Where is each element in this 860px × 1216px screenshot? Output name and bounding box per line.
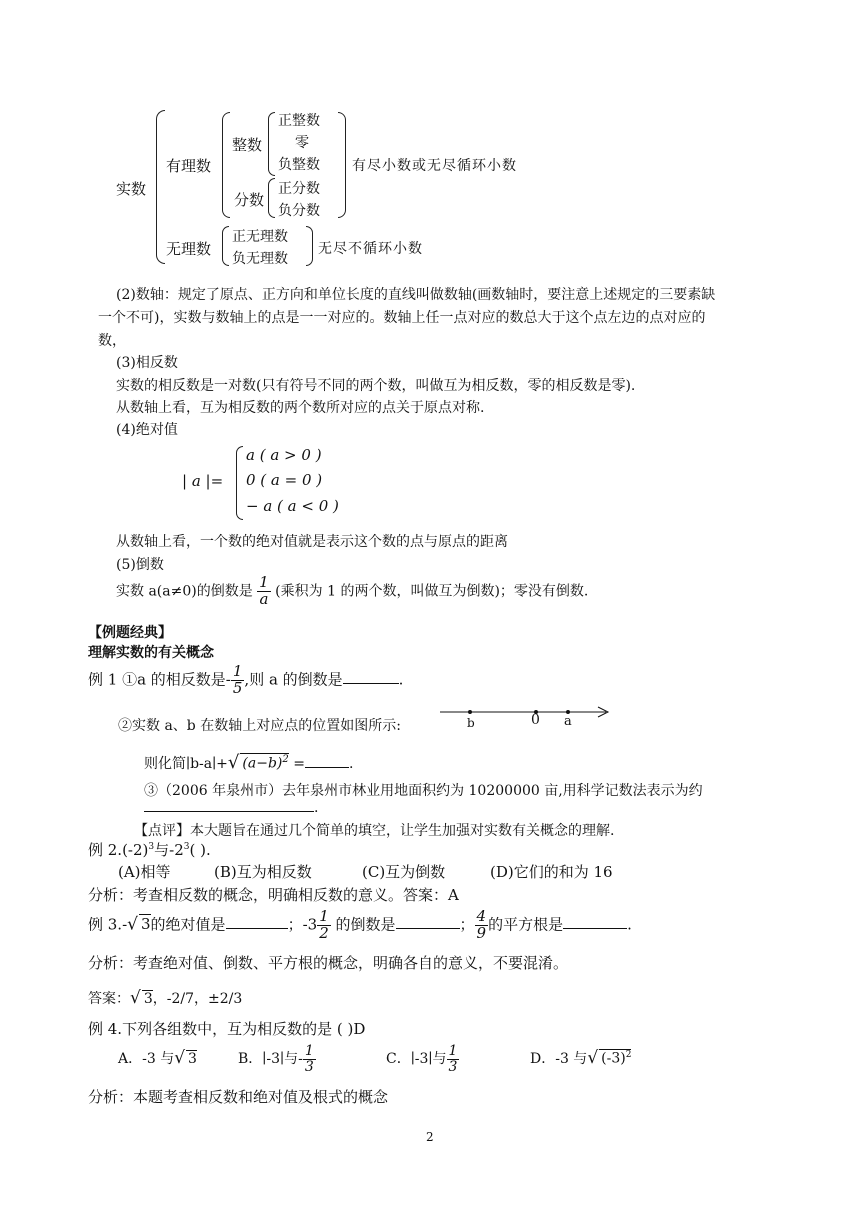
opposite-text-1: 实数的相反数是一对数(只有符号不同的两个数，叫做互为相反数，零的相反数是零). (116, 378, 636, 394)
example4-option-d: D．-3 与√ $(-3)^2$ (530, 1048, 632, 1068)
zero-label: 零 (295, 135, 309, 151)
absolute-title: (4)绝对值 (116, 422, 178, 438)
abs-case-negative: − a ( a < 0 ) (246, 497, 339, 515)
example2-option-d: (D)它们的和为 16 (490, 863, 613, 881)
example4-question: 例 4.下列各组数中，互为相反数的是 ( )D (88, 1020, 366, 1038)
frac-four-ninths: $\frac{4}{9}$ (476, 907, 487, 942)
example1-q3-answer: . (144, 800, 318, 816)
answer-blank (343, 683, 399, 684)
irrational-note: 无尽不循环小数 (318, 241, 423, 257)
example4-analysis: 分析：本题考查相反数和绝对值及根式的概念 (88, 1088, 389, 1106)
integer-label: 整数 (232, 136, 263, 154)
q1-fraction: $\frac{1}{5}$ (232, 662, 243, 697)
example2-option-b: (B)互为相反数 (214, 863, 312, 881)
negative-irrational: 负无理数 (232, 251, 288, 267)
axis-label-0: 0 (531, 712, 540, 728)
opposite-text-2: 从数轴上看，互为相反数的两个数所对应的点关于原点对称. (116, 400, 485, 416)
opposite-title: (3)相反数 (116, 355, 178, 371)
real-number-label: 实数 (116, 180, 147, 198)
fraction-left-brace (268, 178, 275, 218)
example1-q2: ②实数 a、b 在数轴上对应点的位置如图所示: (118, 718, 401, 734)
simplify-radical: $(a-b)^2$ (242, 754, 289, 772)
irrational-label: 无理数 (166, 240, 212, 258)
abs-case-zero: 0 ( a = 0 ) (246, 471, 323, 489)
q3-blank (144, 811, 314, 812)
page-number: 2 (426, 1130, 434, 1144)
positive-irrational: 正无理数 (232, 229, 288, 245)
example3-answer: 答案：√ 3，-2/7，±2/3 (88, 988, 243, 1008)
numberline-text-1: (2)数轴：规定了原点、正方向和单位长度的直线叫做数轴(画数轴时，要注意上述规定的三要素缺 (116, 287, 716, 303)
reciprocal-text: 实数 a(a≠0)的倒数是 $\frac{1}{a}$ (乘积为 1 的两个数，叫做互为倒数)；零没有倒数. (116, 573, 589, 608)
rational-label: 有理数 (166, 157, 212, 175)
fraction-label: 分数 (234, 191, 265, 209)
positive-fraction: 正分数 (278, 181, 320, 197)
option-b-fraction: $\frac{1}{3}$ (304, 1043, 314, 1075)
root-left-brace (156, 110, 165, 264)
examples-subheader: 理解实数的有关概念 (88, 645, 214, 661)
reciprocal-fraction: $\frac{1}{a}$ (259, 573, 269, 608)
example2-option-c: (C)互为倒数 (362, 863, 446, 881)
number-line-figure (438, 702, 618, 732)
rational-right-brace (338, 112, 346, 218)
irrational-left-brace (222, 226, 229, 266)
example4-option-a: A．-3 与√ 3 (118, 1048, 197, 1068)
example4-option-b: B．∣-3∣与- $\frac{1}{3}$ (238, 1043, 314, 1075)
example4-option-c: C．∣-3∣与 $\frac{1}{3}$ (386, 1043, 458, 1075)
absolute-text: 从数轴上看，一个数的绝对值就是表示这个数的点与原点的距离 (116, 534, 508, 550)
example1-comment: 【点评】本大题旨在通过几个简单的填空，让学生加强对实数有关概念的理解. (134, 823, 615, 839)
axis-label-a: a (564, 714, 572, 729)
example1-simplify: 则化简∣b-a∣+√ $(a-b)^2$ = . (144, 752, 354, 773)
irrational-right-brace (306, 226, 313, 266)
option-c-fraction: $\frac{1}{3}$ (448, 1043, 458, 1075)
numberline-text-2: 一个不可)，实数与数轴上的点是一一对应的。数轴上任一点对应的数总大于这个点左边的点对应的 (98, 310, 706, 326)
example2-question: 例 $2.(-2)^3$与$-2^3$( ). (88, 841, 211, 859)
example2-analysis: 分析：考查相反数的概念，明确相反数的意义。答案：A (88, 886, 459, 904)
abs-case-positive: a ( a > 0 ) (246, 446, 322, 464)
positive-integer: 正整数 (278, 113, 320, 129)
rational-left-brace (222, 112, 230, 218)
example3-question: 例 3.-√ 3的绝对值是 ；-3 $\frac{1}{2}$ 的倒数是 ； $\frac{4}{9}$ 的平方根是 . (88, 907, 632, 942)
point-b (468, 710, 472, 714)
numberline-text-3: 数， (98, 333, 126, 349)
negative-fraction: 负分数 (278, 203, 320, 219)
axis-label-b: b (467, 716, 475, 730)
example3-analysis: 分析：考查绝对值、倒数、平方根的概念，明确各自的意义，不要混淆。 (88, 954, 569, 972)
abs-lhs: | a |= (182, 472, 224, 490)
abs-brace (236, 446, 243, 520)
reciprocal-title: (5)倒数 (116, 557, 164, 573)
integer-left-brace (268, 112, 275, 176)
negative-integer: 负整数 (278, 157, 320, 173)
example2-option-a: (A)相等 (118, 863, 171, 881)
example1-q3: ③（2006 年泉州市）去年泉州市林业用地面积约为 10200000 亩,用科学记数法表示为约 (144, 783, 703, 799)
simplify-blank (305, 767, 349, 768)
example1-q1: 例 1 ①a 的相反数是- $\frac{1}{5}$ ,则 a 的倒数是 . (88, 662, 404, 697)
rational-note: 有尽小数或无尽循环小数 (352, 158, 517, 174)
frac-one-half: $\frac{1}{2}$ (319, 907, 329, 942)
examples-header: 【例题经典】 (88, 625, 172, 641)
